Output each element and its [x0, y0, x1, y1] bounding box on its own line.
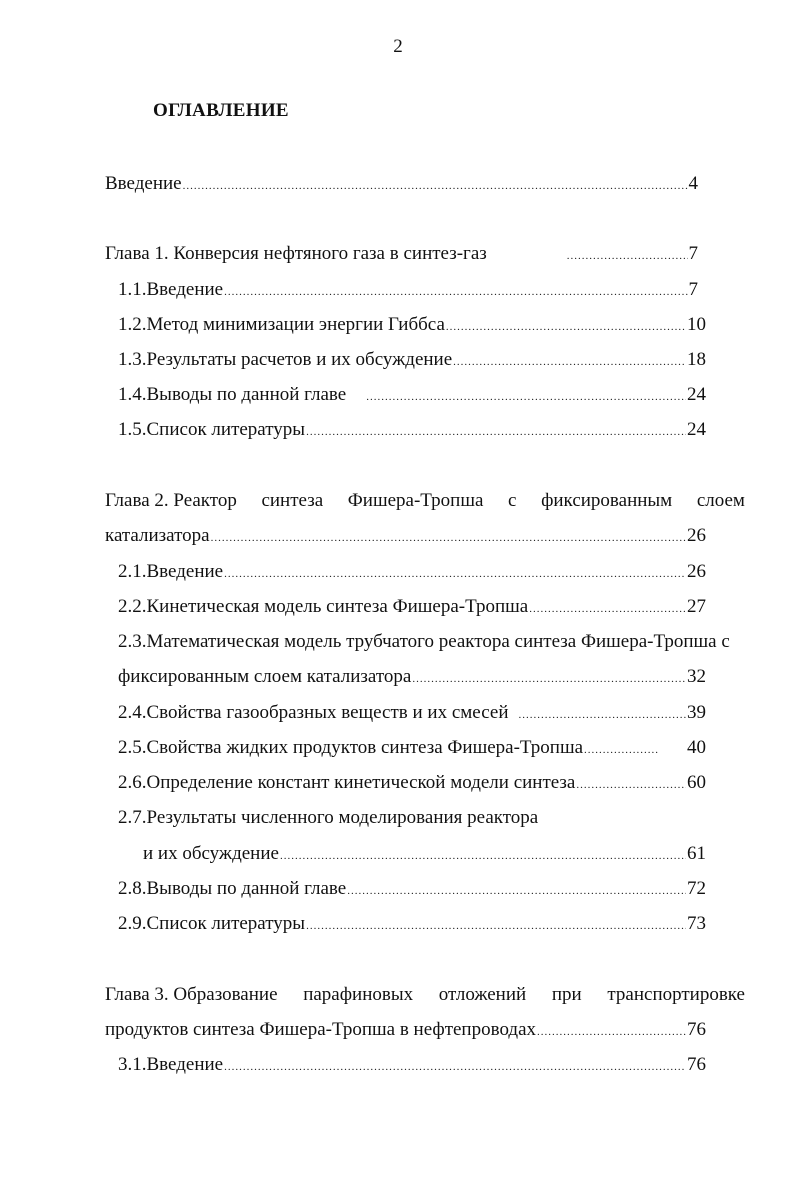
toc-entry-page: 18	[687, 349, 706, 370]
toc-entry-2-4[interactable]	[118, 699, 706, 727]
dot-leader	[584, 736, 659, 764]
toc-entry-page: 72	[687, 878, 706, 899]
toc-entry-1-2[interactable]	[118, 311, 706, 339]
toc-entry-label: 2.2.Кинетическая модель синтеза Фишера-Тропша	[118, 596, 529, 617]
toc-chapter-title-word: фиксированным	[541, 490, 673, 511]
toc-chapter-2-title-line1[interactable]	[105, 487, 745, 515]
toc-chapter-title-word: с	[508, 490, 517, 511]
dot-leader	[518, 701, 686, 729]
toc-entry-label: 2.9.Список литературы	[118, 913, 306, 934]
toc-entry-page: 39	[687, 702, 706, 723]
toc-chapter-title-word: синтеза	[261, 490, 324, 511]
toc-chapter-title-word: слоем	[696, 490, 745, 511]
toc-entry-1-4[interactable]	[118, 381, 706, 409]
toc-chapter-title-word: Фишера-Тропша	[347, 490, 484, 511]
toc-chapter-title-word: парафиновых	[303, 984, 414, 1005]
toc-entry-page: 10	[687, 314, 706, 335]
toc-chapter-title-word: Глава 2. Реактор	[105, 490, 237, 511]
toc-entry-2-7-line2[interactable]	[143, 840, 706, 868]
toc-entry-intro[interactable]	[105, 170, 698, 198]
toc-chapter-title-word: при	[551, 984, 582, 1005]
toc-entry-label: 2.3.Математическая модель трубчатого реактора синтеза Фишера-Тропша с	[118, 631, 730, 652]
dot-leader	[412, 665, 686, 693]
toc-entry-page: 7	[688, 279, 698, 300]
dot-leader	[224, 1053, 686, 1081]
toc-entry-page: 7	[688, 243, 698, 264]
dot-leader	[537, 1018, 686, 1046]
toc-entry-page: 24	[687, 384, 706, 405]
toc-entry-page: 32	[687, 666, 706, 687]
toc-title: ОГЛАВЛЕНИЕ	[153, 100, 289, 121]
toc-chapter-title-word: Глава 3. Образование	[105, 984, 278, 1005]
toc-entry-2-3-line2[interactable]	[118, 663, 706, 691]
toc-chapter-title: продуктов синтеза Фишера-Тропша в нефтепроводах	[105, 1019, 536, 1040]
toc-entry-page: 61	[687, 843, 706, 864]
dot-leader	[183, 172, 688, 200]
toc-entry-label: 1.4.Выводы по данной главе	[118, 384, 347, 405]
toc-entry-2-7-line1[interactable]	[118, 804, 718, 832]
page-number: 2	[393, 36, 403, 57]
dot-leader	[567, 242, 688, 270]
toc-entry-page: 40	[687, 737, 706, 758]
dot-leader	[224, 278, 687, 306]
toc-entry-2-2[interactable]	[118, 593, 706, 621]
toc-chapter-2-title-line2[interactable]	[105, 522, 706, 550]
toc-entry-3-1[interactable]	[118, 1051, 706, 1079]
toc-entry-label: 3.1.Введение	[118, 1054, 224, 1075]
toc-chapter-title-word: отложений	[438, 984, 527, 1005]
dot-leader	[446, 313, 686, 341]
toc-entry-2-3-line1[interactable]	[118, 628, 778, 656]
toc-chapter-title-word: транспортировке	[607, 984, 745, 1005]
toc-entry-label: 1.5.Список литературы	[118, 419, 306, 440]
toc-entry-label: и их обсуждение	[143, 843, 279, 864]
dot-leader	[529, 595, 686, 623]
toc-chapter-1[interactable]	[105, 240, 698, 268]
dot-leader	[306, 912, 686, 940]
toc-entry-label: 1.2.Метод минимизации энергии Гиббса	[118, 314, 445, 335]
dot-leader	[280, 842, 686, 870]
toc-entry-page: 73	[687, 913, 706, 934]
toc-entry-2-1[interactable]	[118, 558, 706, 586]
toc-entry-page: 24	[687, 419, 706, 440]
dot-leader	[306, 418, 686, 446]
toc-entry-page: 27	[687, 596, 706, 617]
toc-entry-page: 76	[687, 1019, 706, 1040]
toc-entry-label: 2.6.Определение констант кинетической модели синтеза	[118, 772, 576, 793]
toc-entry-label: фиксированным слоем катализатора	[118, 666, 412, 687]
dot-leader	[576, 771, 686, 799]
toc-chapter-title: катализатора	[105, 525, 210, 546]
toc-entry-page: 60	[687, 772, 706, 793]
toc-chapter-3-title-line1[interactable]	[105, 981, 745, 1009]
dot-leader	[347, 877, 686, 905]
toc-entry-label: 2.8.Выводы по данной главе	[118, 878, 347, 899]
toc-chapter-3-title-line2[interactable]	[105, 1016, 706, 1044]
toc-chapter-title: Глава 1. Конверсия нефтяного газа в синтез-газ	[105, 243, 487, 264]
toc-entry-2-9[interactable]	[118, 910, 706, 938]
toc-entry-page: 26	[687, 525, 706, 546]
dot-leader	[453, 348, 686, 376]
dot-leader	[211, 524, 686, 552]
toc-entry-1-1[interactable]	[118, 276, 698, 304]
toc-entry-label: 2.4.Свойства газообразных веществ и их смесей	[118, 702, 509, 723]
toc-entry-2-8[interactable]	[118, 875, 706, 903]
toc-entry-page: 4	[688, 173, 698, 194]
toc-entry-label: 2.5.Свойства жидких продуктов синтеза Фишера-Тропша	[118, 737, 584, 758]
toc-entry-1-5[interactable]	[118, 416, 706, 444]
toc-entry-label: 2.1.Введение	[118, 561, 224, 582]
dot-leader	[366, 383, 686, 411]
toc-entry-label: 2.7.Результаты численного моделирования реактора	[118, 807, 539, 828]
toc-entry-1-3[interactable]	[118, 346, 706, 374]
toc-entry-label: 1.3.Результаты расчетов и их обсуждение	[118, 349, 453, 370]
toc-entry-label: Введение	[105, 173, 182, 194]
toc-entry-2-6[interactable]	[118, 769, 706, 797]
toc-entry-label: 1.1.Введение	[118, 279, 224, 300]
toc-entry-page: 76	[687, 1054, 706, 1075]
toc-entry-2-5[interactable]	[118, 734, 706, 762]
dot-leader	[224, 560, 686, 588]
toc-entry-page: 26	[687, 561, 706, 582]
